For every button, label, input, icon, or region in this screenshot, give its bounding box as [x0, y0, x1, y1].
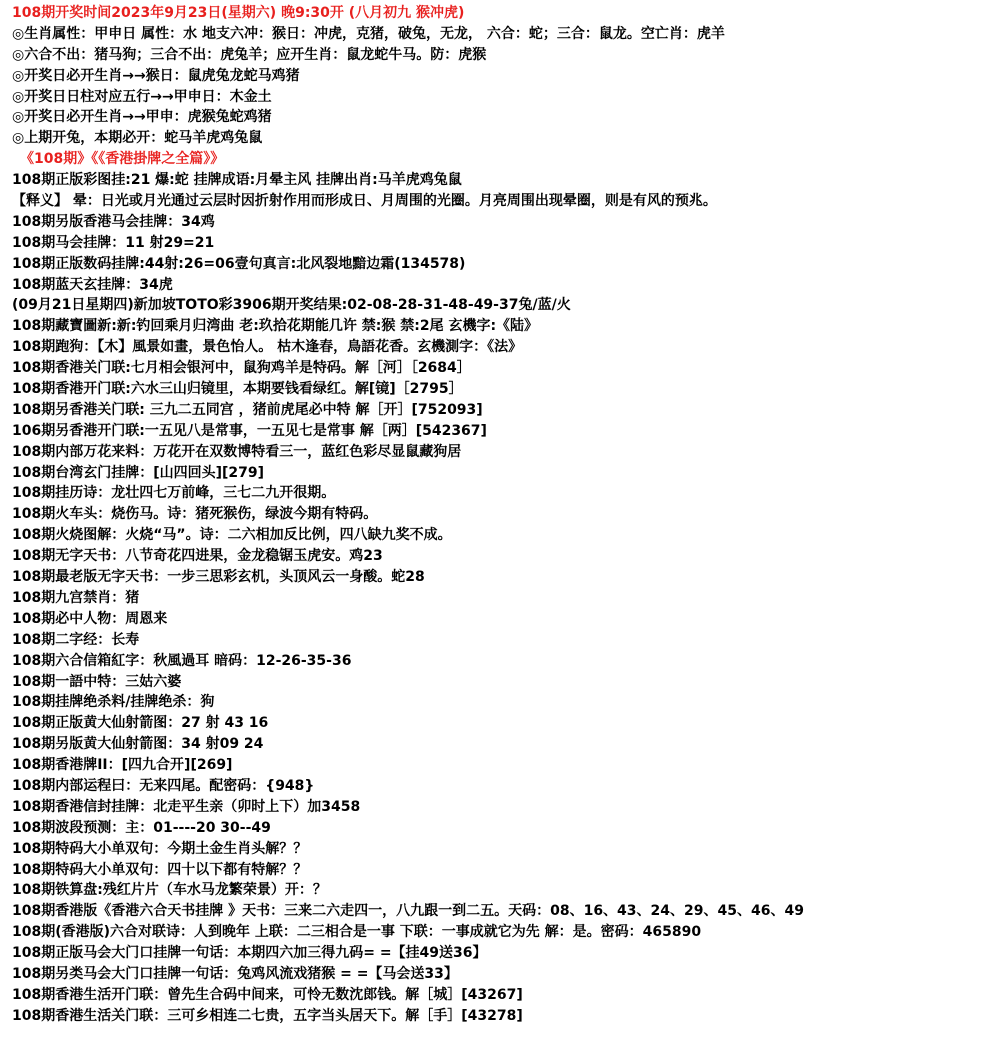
- text-line: 108期(香港版)六合对联诗：人到晚年 上联：二三相合是一事 下联：一事成就它为先 解：是。密码：465890: [12, 924, 702, 941]
- text-line: 108期特码大小单双句：四十以下都有特解？？: [12, 861, 308, 878]
- text-line: 108期正版彩图挂:21 爆:蛇 挂牌成语:月晕主风 挂牌出肖:马羊虎鸡兔鼠: [12, 172, 462, 189]
- text-line: 108期台湾玄门挂牌：[山四回头][279]: [12, 464, 265, 481]
- text-line: 108期正版数码挂牌:44射:26=06壹句真言:北风裂地黯边霜(134578): [12, 255, 466, 272]
- text-line: 108期无字天书：八节奇花四进果，金龙稳锯玉虎安。鸡23: [12, 548, 383, 565]
- text-line: 108期挂牌绝杀料/挂牌绝杀：狗: [12, 694, 215, 711]
- text-line: 108期正版黄大仙射箭图：27 射 43 16: [12, 715, 269, 732]
- text-line: 108期另版香港马会挂牌：34鸡: [12, 213, 215, 230]
- text-line: ◎开奖日日柱对应五行→→甲申日：木金土: [12, 88, 272, 105]
- text-line: 108期内部运程曰：无来四尾。配密码：{948}: [12, 777, 315, 794]
- text-line: ◎上期开兔，本期必开：蛇马羊虎鸡兔鼠: [12, 130, 263, 147]
- text-line: 《108期》《《香港掛牌之全篇》》: [20, 151, 225, 168]
- text-line: 108期藏寶圖新:新:钓回乘月归湾曲 老:玖拾花期能几许 禁:猴 禁:2尾 玄機字:《陆》: [12, 318, 539, 335]
- text-line: 108期二字经：长寿: [12, 631, 140, 648]
- text-line: (09月21日星期四)新加坡TOTO彩3906期开奖结果:02-08-28-31-48-49-37兔/蓝/火: [12, 297, 571, 314]
- text-line: 108期另版黄大仙射箭图：34 射09 24: [12, 736, 264, 753]
- text-line: 108期特码大小单双句：今期土金生肖头解？？: [12, 840, 308, 857]
- text-line: 108期九宫禁肖：猪: [12, 589, 140, 606]
- text-line: 108期必中人物：周恩来: [12, 610, 168, 627]
- text-line: 【释义】 晕：日光或月光通过云层时因折射作用而形成日、月周围的光圈。月亮周围出现晕圈，则是有风的预兆。: [12, 193, 717, 210]
- text-line: 108期另类马会大门口挂牌一句话：兔鸡风流戏猪猴 = =【马会送33】: [12, 965, 458, 982]
- text-line: 106期另香港开门联:一五见八是常事，一五见七是常事 解［两］[542367]: [12, 422, 487, 439]
- text-line: 108期挂历诗：龙壮四七万前峰，三七二九开很期。: [12, 485, 336, 502]
- text-line: 108期正版马会大门口挂牌一句话：本期四六加三得九码= =【挂49送36】: [12, 945, 487, 962]
- text-line: 108期香港生活开门联：曾先生合码中间来，可怜无数沈郎钱。解［城］[43267]: [12, 986, 523, 1003]
- text-line: 108期一語中特：三姑六婆: [12, 673, 182, 690]
- text-line: 108期开奖时间2023年9月23日(星期六) 晚9:30开 (八月初九 猴冲虎): [12, 5, 465, 21]
- text-line: 108期跑狗：【木】風景如畫，景色怡人。 枯木逢春，鳥語花香。玄機測字：《法》: [12, 339, 523, 356]
- text-line: 108期内部万花来料：万花开在双数博特看三一，蓝红色彩尽显鼠藏狗居: [12, 443, 462, 460]
- text-line: ◎六合不出：猪马狗；三合不出：虎兔羊；应开生肖：鼠龙蛇牛马。防：虎猴: [12, 46, 487, 63]
- text-line: 108期火车头：烧伤马。诗：猪死猴伤，绿波今期有特码。: [12, 506, 378, 523]
- text-line: 108期香港开门联:六水三山归镜里，本期要钱看绿红。解[镜]［2795］: [12, 381, 463, 398]
- text-line: ◎生肖属性：甲申日 属性：水 地支六冲：猴日：冲虎，克猪，破兔，无龙， 六合：蛇；三合：鼠龙。空亡肖：虎羊: [12, 25, 725, 42]
- text-line: 108期马会挂牌：11 射29=21: [12, 234, 215, 251]
- text-line: 108期香港版《香港六合天书挂牌 》天书：三来二六走四一，八九跟一到二五。天码：08、16、43、24、29、45、46、49: [12, 903, 804, 920]
- document-body: [12, 3, 992, 1027]
- text-line: 108期香港信封挂牌：北走平生亲（卯时上下）加3458: [12, 798, 361, 815]
- text-line: ◎开奖日必开生肖→→甲申：虎猴兔蛇鸡猪: [12, 109, 272, 126]
- text-line: 108期波段预测：主：01----20 30--49: [12, 819, 271, 836]
- text-line: 108期蓝天玄挂牌：34虎: [12, 276, 173, 293]
- text-line: 108期最老版无字天书：一步三思彩玄机，头顶风云一身酸。蛇28: [12, 569, 425, 586]
- text-line: ◎开奖日必开生肖→→猴日：鼠虎兔龙蛇马鸡猪: [12, 67, 300, 84]
- text-line: 108期火烧图解：火烧“马”。诗：二六相加反比例，四八缺九奖不成。: [12, 527, 452, 544]
- text-line: 108期香港牌II：[四九合开][269]: [12, 757, 233, 774]
- text-line: 108期六合信箱紅字：秋風過耳 暗码：12-26-35-36: [12, 652, 352, 669]
- text-line: 108期香港生活关门联：三可乡相连二七贵，五字当头居天下。解［手］[43278]: [12, 1007, 523, 1024]
- text-line: 108期香港关门联:七月相会银河中，鼠狗鸡羊是特码。解［河］［2684］: [12, 360, 471, 377]
- text-line: 108期另香港关门联: 三九二五同宫 ，猪前虎尾必中特 解［开］[752093]: [12, 401, 483, 418]
- text-line: 108期铁算盘:残红片片（车水马龙繁荣景）开：？: [12, 882, 327, 899]
